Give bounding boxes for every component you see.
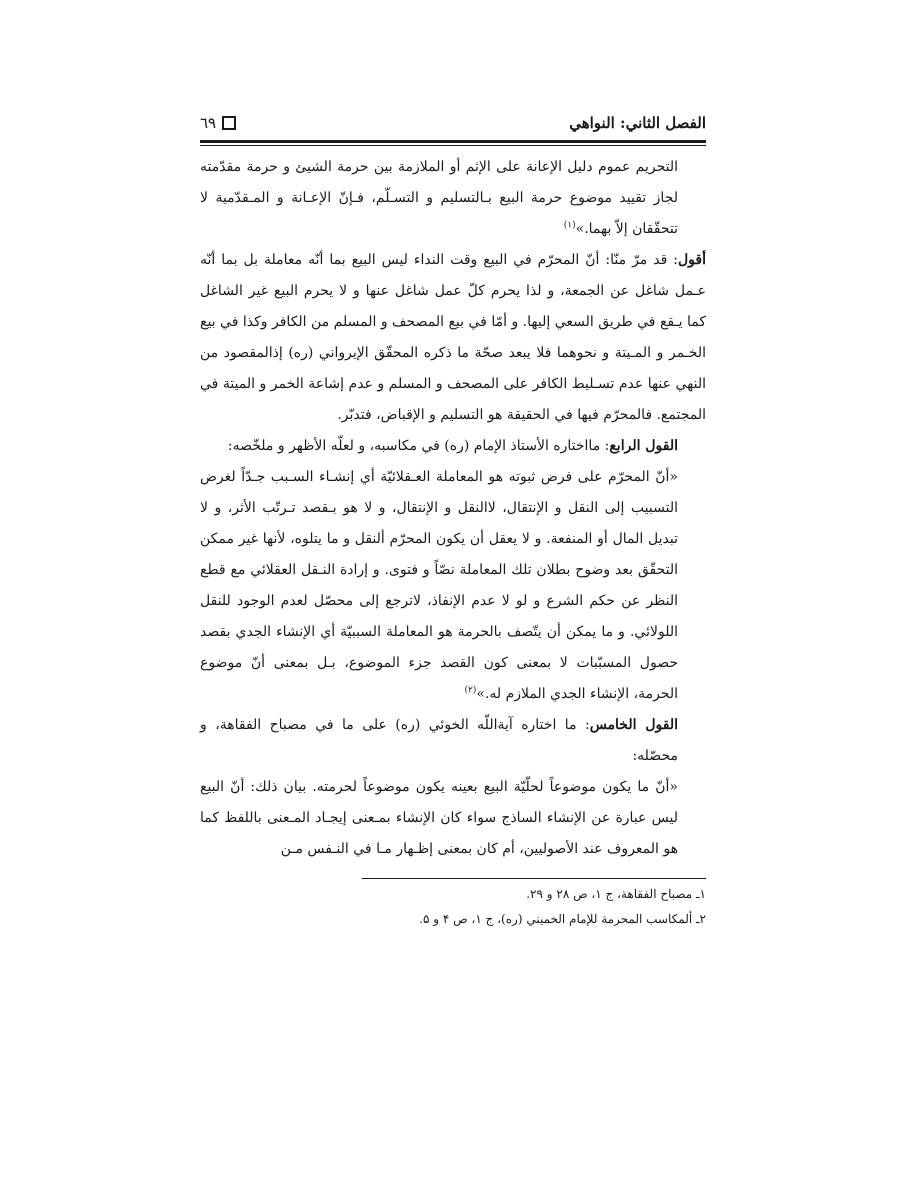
paragraph: «أنّ المحرّم على فرض ثبوته هو المعاملة العـقلائيّة أي إنشـاء السـبب جـدّاً لغرض التسبيب إلى النقل و الإنتقال، لاالنقل و الإنتقال، و لا هو بـقصد تـرتّب الأثر، و لا تبديل المال أو المنفعة. و لا يعقل أن يكون المحرّم ألنقل و ما يتلوه، لأنها غير ممكن التحقّق بعد وضوح بطلان تلك المعاملة نصّاً و فتوى. و إرادة النـقل العقلائي مع قطع النظر عن حكم الشرع و لو لا عدم الإنفاذ، لاترجع إلى محصّل لعدم الوجود للنقل اللولائي. و ما يمكن أن يتّصف بالحرمة هو المعاملة السببيّة أي الإنشاء الجدي بقصد حصول المسبّبات لا بمعنى كون القصد جزء الموضوع، بـل بمعنى أنّ موضوع الحرمة، الإنشاء الجدي الملازم له.»$^{(٢)}$ [200, 469, 678, 702]
footnote-ref: (٢) [464, 685, 477, 696]
body-text [200, 152, 706, 865]
chapter-title: الفصل الثاني: النواهي [569, 114, 706, 132]
header-rule [200, 140, 706, 143]
running-header [200, 110, 706, 136]
paragraph-lead: القول الرابع [609, 438, 678, 454]
page-number [200, 114, 236, 132]
paragraph: التحريم عموم دليل الإعانة على الإثم أو الملازمة بين حرمة الشيئ و حرمة مقدّمته لجاز تقييد موضوع حرمة البيع بـالتسليم و التسـلّم، فـإنّ الإعـانة و المـقدّمية لا تتحقّقان إلاّ بهما.»$^{(١)}$ [200, 159, 678, 237]
paragraph: «أنّ ما يكون موضوعاً لحلّيّة البيع بعينه يكون موضوعاً لحرمته. بيان ذلك: أنّ البيع ليس عبارة عن الإنشاء الساذج سواء كان الإنشاء بمـعنى إيجـاد المـعنى باللفظ كما هو المعروف عند الأصوليين، أم كان بمعنى إظـهار مـا في النـفس مـن [200, 779, 678, 857]
header-rule-thin [200, 145, 706, 146]
footnotes [200, 882, 706, 932]
footnote: ١ـ مصباح الفقاهة، ج ١، ص ٢٨ و ٢٩. [526, 887, 706, 901]
paragraph-lead: أقول [678, 252, 706, 268]
paragraph: أقول: قد مرّ منّا: أنّ المحرّم في البيع وقت النداء ليس البيع بما أنّه معاملة بل بما أنّه عـمل شاغل عن الجمعة، و لذا يحرم كلّ عمل شاغل عنها و لا يحرم البيع غير الشاغل كما يـقع في طريق السعي إليها. و أمّا في بيع المصحف و المسلم من الكافر وكذا في بيع الخـمر و المـيتة و نحوهما فلا يبعد صحّة ما ذكره المحقّق الإيرواني (ره) إذالمقصود من النهي عنها عدم تسـليط الكافر على المصحف و المسلم و عدم إشاعة الخمر و الميتة في المجتمع. فالمحرّم فيها في الحقيقة هو التسليم و الإقباض، فتدبّر. [200, 252, 706, 423]
paragraph: القول الخامس: ما اختاره آيةاللّه الخوئي (ره) على ما في مصباح الفقاهة، و محصّله: [200, 717, 678, 764]
footnote: ٢ـ ألمكاسب المحرمة للإمام الخميني (ره)، ج ١، ص ۴ و ۵. [419, 912, 706, 926]
footnote-rule [362, 878, 706, 879]
footnote-ref: (١) [563, 220, 576, 231]
paragraph: القول الرابع: مااختاره الأستاذ الإمام (ره) في مكاسبه، و لعلّه الأظهر و ملخّصه: [227, 438, 678, 454]
paragraph-lead: القول الخامس [589, 717, 678, 733]
square-bullet-icon [222, 116, 236, 130]
page-number-text: ٦٩ [200, 114, 217, 132]
